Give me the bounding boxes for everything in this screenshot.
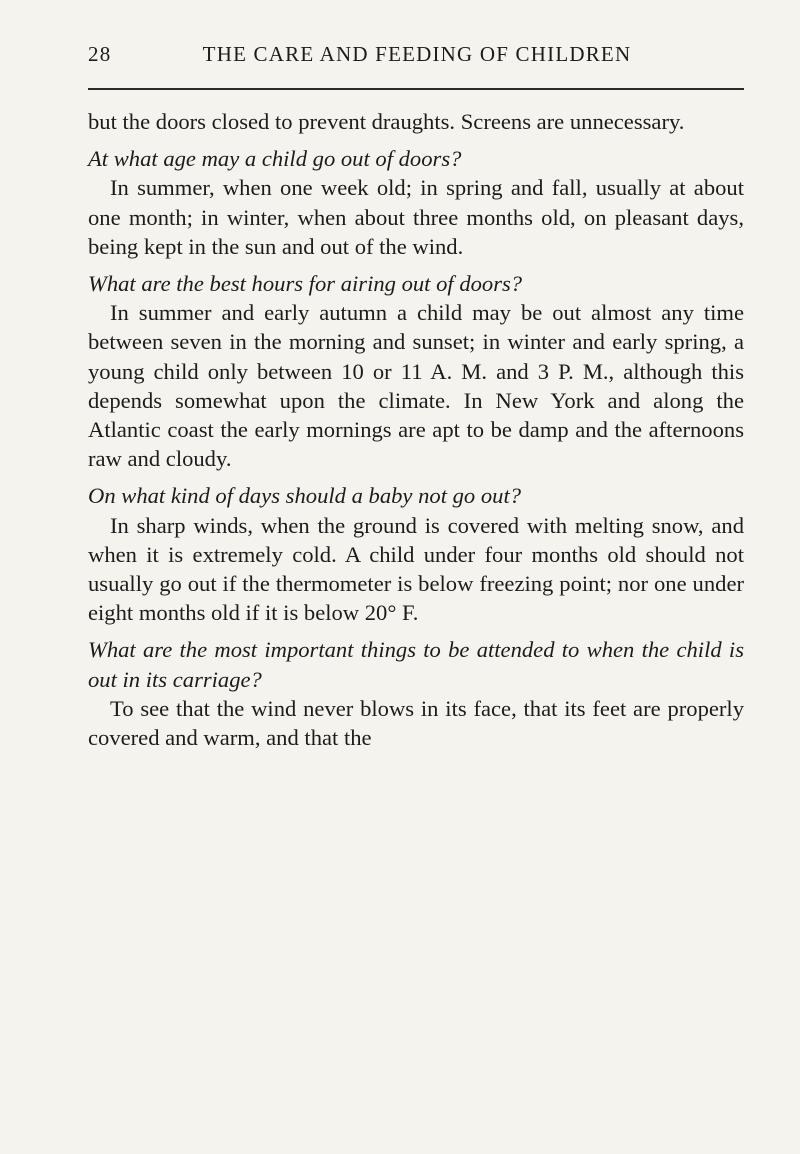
- question-heading: On what kind of days should a baby not go out?: [88, 483, 522, 509]
- question-heading: At what age may a child go out of doors?: [88, 146, 462, 172]
- header-rule: [88, 88, 744, 90]
- answer-paragraph: To see that the wind never blows in its face, that its feet are properly covered and warm, and that the: [88, 695, 744, 751]
- page-number: 28: [88, 42, 112, 66]
- question-heading: What are the best hours for airing out of doors?: [88, 271, 523, 297]
- running-title: THE CARE AND FEEDING OF CHILDREN: [202, 42, 632, 66]
- answer-paragraph: In sharp winds, when the ground is covered with melting snow, and when it is extremely cold. A child under four months old should not usually go out if the thermometer is below freezing point; nor one under eight months old if it is below 20° F.: [88, 512, 744, 626]
- answer-paragraph: In summer, when one week old; in spring and fall, usually at about one month; in winter, when about three months old, on pleasant days, being kept in the sun and out of the wind.: [88, 175, 744, 259]
- body-text: [88, 107, 744, 752]
- continuation-paragraph: but the doors closed to prevent draughts. Screens are unnecessary.: [88, 109, 685, 134]
- answer-paragraph: In summer and early autumn a child may be out almost any time between seven in the morning and sunset; in winter and early spring, a young child only between 10 or 11 A. M. and 3 P. M., although this depends somewhat upon the climate. In New York and along the Atlantic coast the early mornings are apt to be damp and the afternoons raw and cloudy.: [88, 300, 744, 472]
- question-heading: What are the most important things to be attended to when the child is out in its carriage?: [88, 637, 744, 692]
- page-header: [88, 42, 744, 67]
